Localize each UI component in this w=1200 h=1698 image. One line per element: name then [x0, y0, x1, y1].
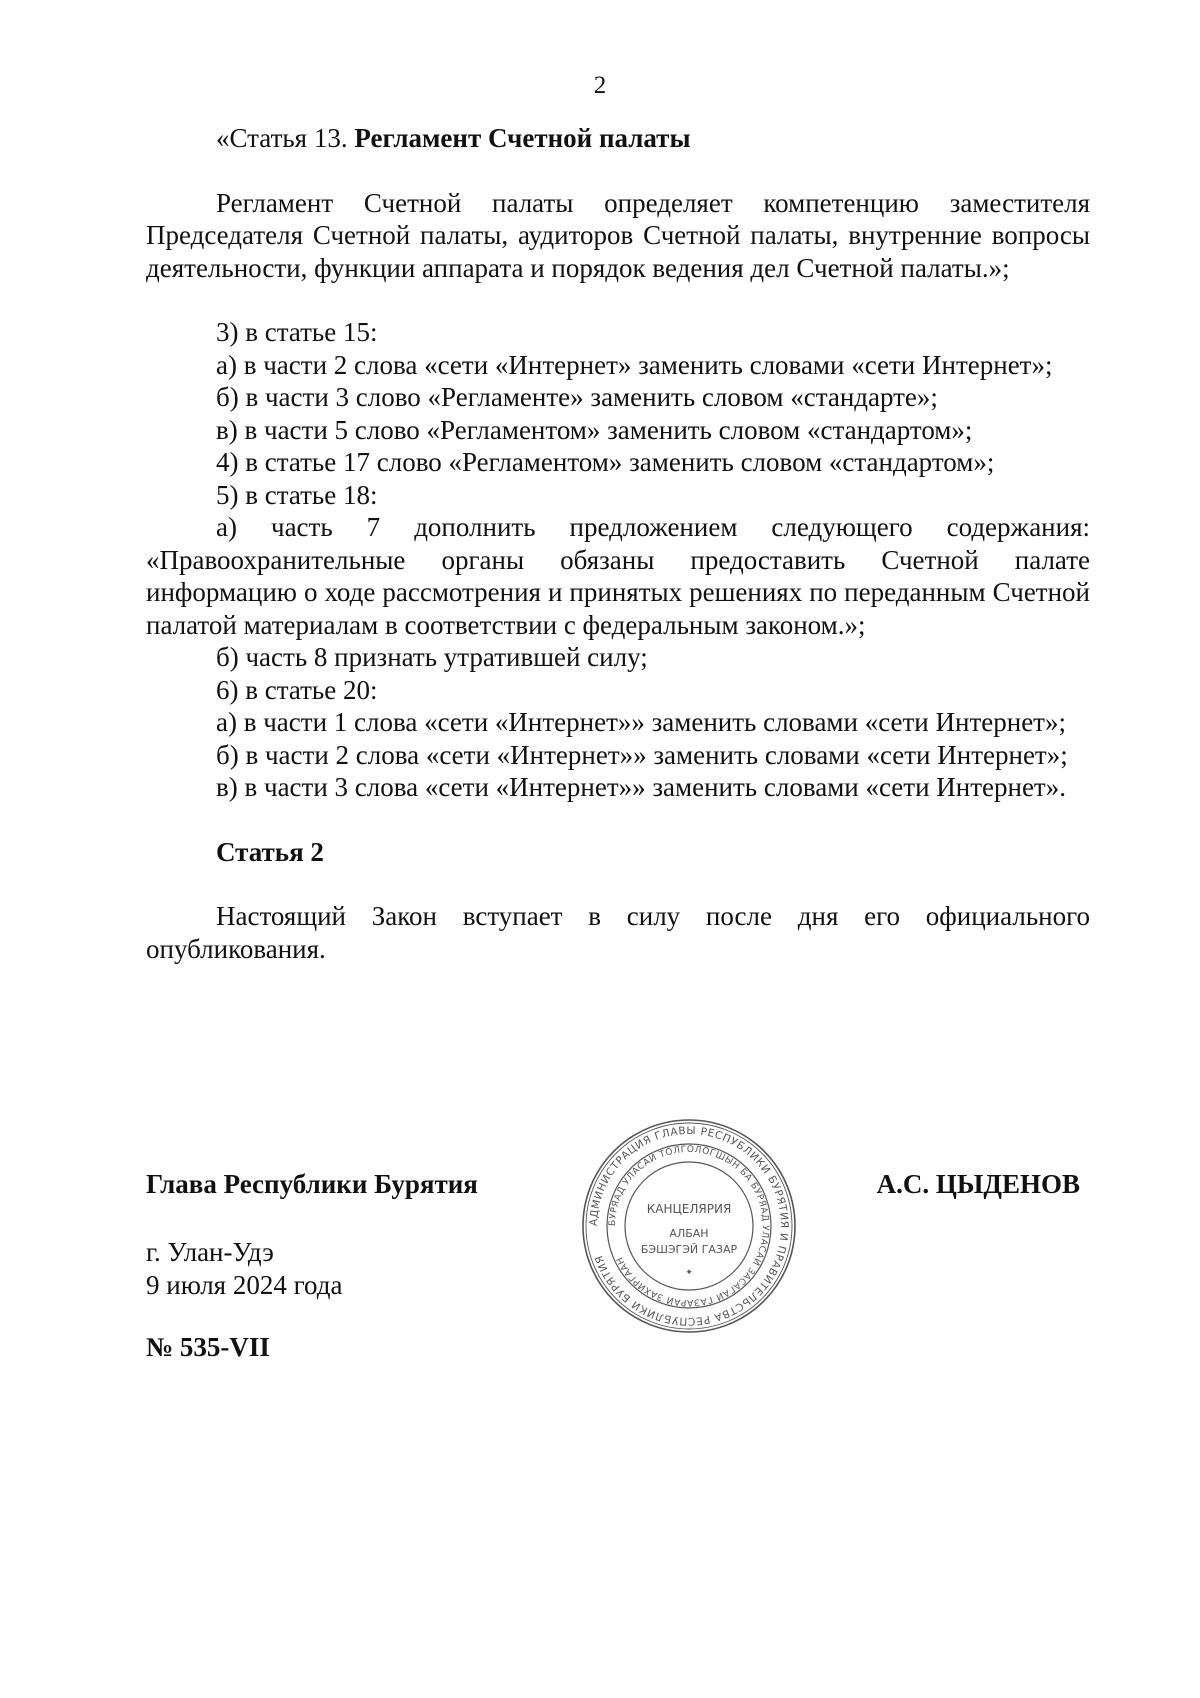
article-2-title: Статья 2 [216, 836, 324, 867]
paragraph-item-5: 5) в статье 18: [216, 479, 378, 510]
page-number: 2 [593, 72, 607, 99]
seal-star-mark: ✦ [685, 1268, 693, 1278]
seal-ring-text: АДМИНИСТРАЦИЯ ГЛАВЫ РЕСПУБЛИКИ БУРЯТИЯ И ПРАВИТЕЛЬСТВА РЕСПУБЛИКИ БУРЯТИЯ [587, 1124, 791, 1328]
signatory-name: А.С. ЦЫДЕНОВ [876, 1169, 1080, 1199]
place: г. Улан-Удэ [146, 1237, 274, 1267]
seal-line-2: АЛБАН [669, 1227, 709, 1240]
article-2-text: Настоящий Закон вступает в силу после дня его официального опубликования. [146, 901, 1090, 964]
paragraph-item-3b: б) в части 3 слово «Регламенте» заменить словом «стандарте»; [216, 382, 938, 412]
article-13-heading [146, 122, 1090, 155]
signatory-position: Глава Республики Бурятия [146, 1169, 478, 1199]
seal-inner-ring-text: БУРЯАД УЛАСАЙ ТОЛГОЛОГШЫН БА БУРЯАД УЛАСАЙ ЗАСАГАЙ ГАЗАРАЙ ЗАХИРГААН [607, 1144, 771, 1308]
paragraph-item-5b: б) часть 8 признать утратившей силу; [216, 642, 648, 672]
paragraph-item-6a: а) в части 1 слова «сети «Интернет»» заменить словами «сети Интернет»; [216, 707, 1066, 737]
place-and-date [146, 1236, 342, 1301]
law-number: № 535-VII [146, 1332, 270, 1362]
paragraph-reglament: Регламент Счетной палаты определяет компетенцию заместителя Председателя Счетной палаты, аудиторов Счетной палаты, внутренние вопросы деятельности, функции аппарата и порядок ведения дел Счетной палаты.»; [146, 187, 1090, 283]
paragraph-item-6v: в) в части 3 слова «сети «Интернет»» заменить словами «сети Интернет». [216, 772, 1066, 802]
seal-line-3: БЭШЭГЭЙ ГАЗАР [640, 1243, 738, 1256]
article-13-title: Регламент Счетной палаты [354, 123, 691, 153]
document-body [146, 122, 1090, 965]
paragraph-item-3v: в) в части 5 слово «Регламентом» заменить словом «стандартом»; [216, 414, 973, 445]
paragraph-item-4: 4) в статье 17 слово «Регламентом» заменить словом «стандартом»; [216, 447, 995, 477]
paragraph-item-6: 6) в статье 20: [216, 674, 378, 705]
paragraph-item-3a: а) в части 2 слова «сети «Интернет» заменить словами «сети Интернет»; [216, 349, 1053, 380]
paragraph-item-5a: а) часть 7 дополнить предложением следующего содержания: «Правоохранительные органы обязаны предоставить Счетной палате информацию о ходе рассмотрения и принятых решениях по переданным Счетной палатой материалам в соответствии с федеральным законом.»; [146, 512, 1090, 640]
seal-line-1: КАНЦЕЛЯРИЯ [646, 1202, 732, 1216]
paragraph-item-6b: б) в части 2 слова «сети «Интернет»» заменить словами «сети Интернет»; [216, 739, 1068, 770]
official-seal-icon [578, 1115, 800, 1337]
date: 9 июля 2024 года [146, 1269, 343, 1300]
article-13-prefix: «Статья 13. [216, 123, 355, 153]
seal-middle-ring [607, 1144, 771, 1308]
paragraph-item-3: 3) в статье 15: [216, 317, 378, 347]
